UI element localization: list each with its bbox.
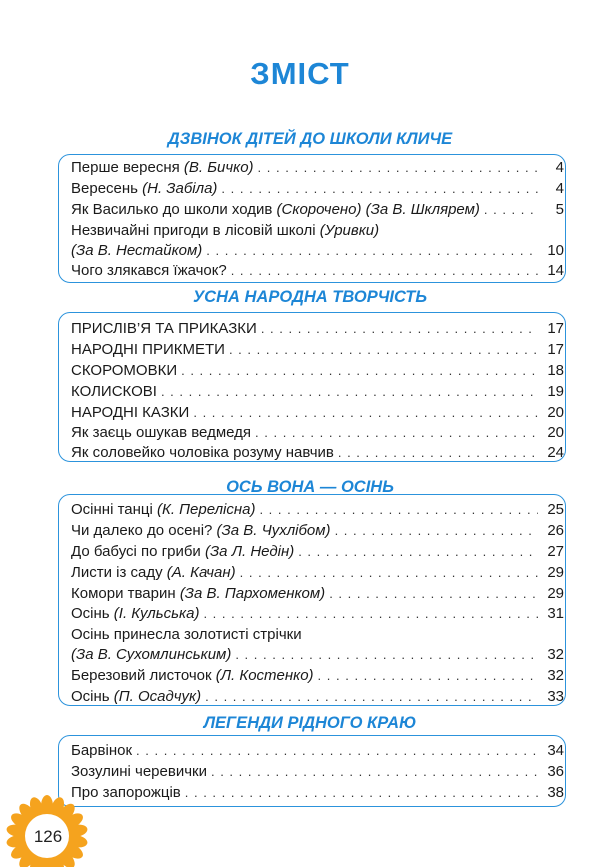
dot-leader (221, 181, 538, 196)
dot-leader (484, 202, 538, 217)
entry-page-number: 18 (547, 362, 564, 379)
toc-entry[interactable] (71, 444, 564, 464)
entry-author: (А. Качан) (166, 564, 236, 581)
entry-title (71, 444, 334, 461)
toc-entry[interactable] (71, 242, 564, 262)
entry-title-text: Чого злякався їжачок? (71, 262, 227, 279)
entry-title (71, 543, 294, 560)
toc-entry[interactable] (71, 585, 564, 605)
dot-leader (258, 160, 538, 175)
entry-title-text: Як заєць ошукав ведмедя (71, 424, 252, 441)
entry-title-text: Як Василько до школи ходив (71, 201, 277, 218)
entry-title-text: Про запорожців (71, 784, 181, 801)
entry-page-number: 29 (547, 564, 564, 581)
entry-page-number: 32 (547, 667, 564, 684)
entry-title (71, 605, 199, 622)
entry-author: (Скорочено) (За В. Шклярем) (276, 201, 480, 218)
toc-entry[interactable] (71, 605, 564, 625)
dot-leader (193, 405, 538, 420)
entry-page-number: 33 (547, 688, 564, 705)
entry-page-number: 5 (555, 201, 564, 218)
entry-author: (За В. Пархоменком) (179, 585, 326, 602)
entry-page-number: 20 (547, 424, 564, 441)
entry-title-text: Вересень (71, 180, 143, 197)
toc-entry[interactable] (71, 159, 564, 179)
section-heading: ДЗВІНОК ДІТЕЙ ДО ШКОЛИ КЛИЧЕ (167, 130, 453, 148)
section-heading: ОСЬ ВОНА — ОСІНЬ (226, 478, 394, 496)
section-heading: УСНА НАРОДНА ТВОРЧІСТЬ (192, 288, 428, 306)
entry-author: (В. Бичко) (183, 159, 254, 176)
entry-title (71, 383, 157, 400)
dot-leader (255, 425, 538, 440)
dot-leader (298, 544, 538, 559)
entry-page-number: 31 (547, 605, 564, 622)
dot-leader (318, 668, 538, 683)
entry-title-text: Зозулині черевички (71, 763, 207, 780)
entry-title-text: КОЛИСКОВІ (71, 383, 157, 400)
entry-page-number: 32 (547, 646, 564, 663)
toc-entry[interactable] (71, 688, 564, 708)
entry-page-number: 4 (555, 159, 564, 176)
entry-title-text: СКОРОМОВКИ (71, 362, 178, 379)
toc-entry[interactable] (71, 404, 564, 424)
entry-title (71, 688, 201, 705)
entry-title-text: Незвичайні пригоди в лісовій школі (71, 222, 320, 239)
entry-page-number: 17 (547, 341, 564, 358)
dot-leader (203, 606, 538, 621)
sun-flower-icon (0, 778, 92, 867)
dot-leader (240, 565, 538, 580)
dot-leader (185, 785, 538, 800)
entry-title (71, 262, 227, 279)
entry-page-number: 4 (555, 180, 564, 197)
entry-title (71, 742, 132, 759)
entry-title (71, 159, 254, 176)
entry-page-number: 24 (547, 444, 564, 461)
dot-leader (338, 445, 538, 460)
entry-title (71, 201, 480, 218)
entry-title (71, 362, 177, 379)
entry-author: (Н. Забіла) (142, 180, 218, 197)
entry-title-text: Комори тварин (71, 585, 180, 602)
entry-title-text: Осінь (71, 688, 114, 705)
entry-page-number: 29 (547, 585, 564, 602)
entry-title (71, 667, 314, 684)
entry-title-text: Як соловейко чоловіка розуму навчив (71, 444, 334, 461)
entry-title (71, 424, 251, 441)
entry-page-number: 34 (547, 742, 564, 759)
entry-page-number: 27 (547, 543, 564, 560)
entry-title-text: Барвінок (71, 742, 133, 759)
dot-leader (261, 321, 538, 336)
toc-entry[interactable] (71, 522, 564, 542)
toc-entry[interactable] (71, 667, 564, 687)
entry-title (71, 646, 231, 663)
toc-entry[interactable] (71, 222, 564, 242)
entry-page-number: 25 (547, 501, 564, 518)
toc-entry[interactable] (71, 784, 564, 804)
toc-entry[interactable] (71, 262, 564, 282)
entry-author: (П. Осадчук) (113, 688, 202, 705)
entry-title (71, 501, 255, 518)
entry-title-text: Листи із саду (71, 564, 167, 581)
entry-title (71, 320, 257, 337)
page-title: ЗМІСТ (250, 56, 350, 91)
dot-leader (136, 743, 538, 758)
entry-title-text: Осінь (71, 605, 114, 622)
entry-title-text: Осінь принесла золотисті стрічки (71, 626, 302, 643)
entry-title (71, 341, 225, 358)
entry-title (71, 242, 202, 259)
entry-page-number: 17 (547, 320, 564, 337)
entry-title (71, 180, 217, 197)
section-heading: ЛЕГЕНДИ РІДНОГО КРАЮ (203, 714, 417, 732)
entry-page-number: 36 (547, 763, 564, 780)
toc-entry[interactable] (71, 501, 564, 521)
toc-entry[interactable] (71, 543, 564, 563)
entry-title (71, 564, 236, 581)
entry-title-text: Березовий листочок (71, 667, 216, 684)
entry-title (71, 222, 379, 239)
entry-title-text: Перше вересня (71, 159, 184, 176)
entry-page-number: 14 (547, 262, 564, 279)
entry-author: (За В. Нестайком) (71, 242, 203, 259)
entry-page-number: 20 (547, 404, 564, 421)
dot-leader (335, 523, 538, 538)
dot-leader (259, 502, 538, 517)
toc-entry[interactable] (71, 763, 564, 783)
toc-entry[interactable] (71, 742, 564, 762)
toc-entry[interactable] (71, 646, 564, 666)
dot-leader (206, 243, 538, 258)
entry-title (71, 626, 302, 643)
toc-entry[interactable] (71, 424, 564, 444)
dot-leader (231, 263, 538, 278)
toc-entry[interactable] (71, 201, 564, 221)
entry-author: (К. Перелісна) (157, 501, 256, 518)
entry-author: (За В. Чухлібом) (216, 522, 331, 539)
toc-entry[interactable] (71, 383, 564, 403)
entry-page-number: 10 (547, 242, 564, 259)
dot-leader (205, 689, 538, 704)
toc-entry[interactable] (71, 320, 564, 340)
entry-title-text: Чи далеко до осені? (71, 522, 217, 539)
entry-author: (Уривки) (319, 222, 380, 239)
toc-entry[interactable] (71, 180, 564, 200)
entry-title (71, 522, 331, 539)
entry-author: (За Л. Недін) (204, 543, 295, 560)
dot-leader (161, 384, 538, 399)
dot-leader (229, 342, 538, 357)
dot-leader (181, 363, 538, 378)
toc-entry[interactable] (71, 341, 564, 361)
entry-author: (За В. Сухомлинським) (71, 646, 232, 663)
dot-leader (235, 647, 538, 662)
entry-title (71, 585, 325, 602)
page-number: 126 (33, 827, 63, 846)
entry-title-text: До бабусі по гриби (71, 543, 205, 560)
toc-entry[interactable] (71, 362, 564, 382)
entry-page-number: 38 (547, 784, 564, 801)
entry-author: (І. Кульська) (113, 605, 200, 622)
entry-page-number: 26 (547, 522, 564, 539)
entry-title-text: НАРОДНІ КАЗКИ (71, 404, 190, 421)
toc-entry[interactable] (71, 564, 564, 584)
entry-title-text: ПРИСЛІВ’Я ТА ПРИКАЗКИ (71, 320, 257, 337)
entry-page-number: 19 (547, 383, 564, 400)
dot-leader (329, 586, 538, 601)
entry-title-text: Осінні танці (71, 501, 157, 518)
dot-leader (211, 764, 538, 779)
entry-author: (Л. Костенко) (215, 667, 314, 684)
entry-title-text: НАРОДНІ ПРИКМЕТИ (71, 341, 225, 358)
entry-title (71, 404, 189, 421)
toc-entry[interactable] (71, 626, 564, 646)
